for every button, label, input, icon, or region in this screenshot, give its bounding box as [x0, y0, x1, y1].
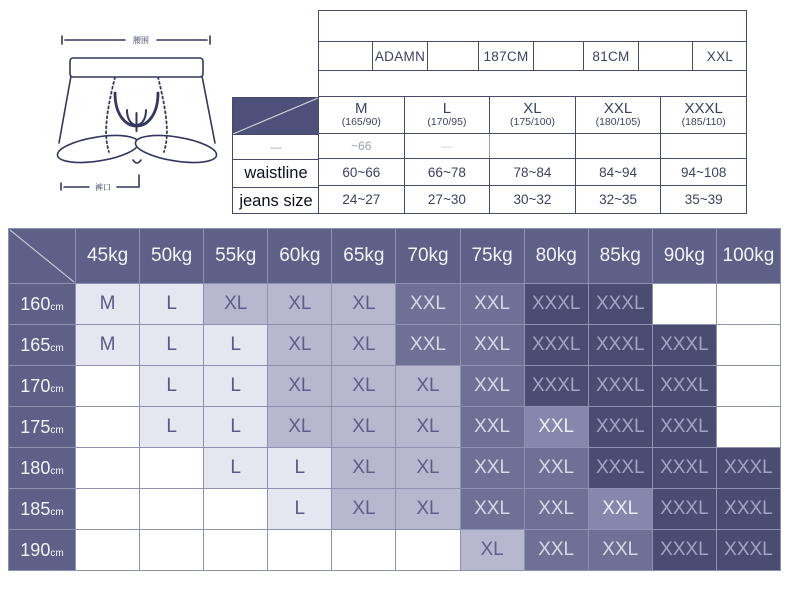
size-cell: XXXL [525, 325, 588, 365]
size-header-cell [319, 97, 405, 133]
size-header-row [319, 97, 746, 134]
spec-cell [639, 42, 693, 70]
spec-cell [428, 42, 479, 70]
size-cell [76, 448, 139, 488]
waistline-value-cell: 84~94 [576, 159, 662, 185]
waistline-value-cell: 66~78 [405, 159, 491, 185]
spec-cell [534, 42, 584, 70]
size-cell: XXL [396, 284, 459, 324]
size-cell: XL [332, 325, 395, 365]
ghost-cell [490, 134, 576, 158]
weight-header-cell: 70kg [396, 229, 459, 283]
height-header-cell [9, 325, 75, 365]
height-value: 180 [20, 457, 51, 478]
jeans-values-row [319, 186, 746, 213]
size-cell: L [268, 448, 331, 488]
weight-header-cell: 85kg [589, 229, 652, 283]
size-cell: XL [396, 366, 459, 406]
weight-header-cell: 100kg [717, 229, 780, 283]
matrix-corner-cell [9, 229, 75, 283]
size-cell [76, 530, 139, 570]
weight-header-cell: 50kg [140, 229, 203, 283]
spec-table-blank-row-2 [319, 71, 746, 97]
height-header-cell [9, 366, 75, 406]
size-cell [717, 407, 780, 447]
size-cell: XL [332, 489, 395, 529]
jeans-value-cell: 32~35 [576, 186, 662, 213]
ghost-dash: — [233, 135, 319, 160]
size-cell: XXL [525, 489, 588, 529]
size-header-cell [490, 97, 576, 133]
size-cell: L [204, 448, 267, 488]
size-cell: L [204, 325, 267, 365]
spec-cell [319, 42, 373, 70]
height-value: 170 [20, 375, 51, 396]
diagonal-corner-cell [233, 98, 319, 135]
jeans-value-cell: 24~27 [319, 186, 405, 213]
boxer-diagram [45, 15, 245, 205]
waistline-value-cell: 60~66 [319, 159, 405, 185]
size-cell: XXXL [653, 530, 716, 570]
weight-header-cell: 45kg [76, 229, 139, 283]
ghost-row [319, 134, 746, 159]
size-cell: XXXL [653, 407, 716, 447]
size-cell: XXL [525, 407, 588, 447]
size-header-cell [405, 97, 491, 133]
size-header-cell [576, 97, 662, 133]
size-cell: XL [332, 284, 395, 324]
waistline-values-row [319, 159, 746, 186]
size-spec: (165/90) [341, 116, 381, 129]
size-cell: XL [332, 366, 395, 406]
size-cell: L [204, 366, 267, 406]
size-cell [332, 530, 395, 570]
ghost-cell [576, 134, 662, 158]
jeans-value-cell: 35~39 [684, 192, 723, 207]
spec-cell: ADAMN [373, 42, 428, 70]
size-code: M [355, 100, 368, 118]
size-cell: XXL [461, 407, 524, 447]
height-header-cell [9, 489, 75, 529]
size-cell: XXL [461, 325, 524, 365]
size-cell: L [268, 489, 331, 529]
size-cell: XXXL [525, 284, 588, 324]
spec-table-blank-row [319, 11, 746, 42]
height-header-cell [9, 407, 75, 447]
jeans-value-cell: 30~32 [490, 186, 576, 213]
size-cell [653, 284, 716, 324]
size-cell: XXXL [589, 448, 652, 488]
size-cell: XXL [589, 489, 652, 529]
size-cell: L [140, 325, 203, 365]
size-cell [717, 325, 780, 365]
size-spec: (185/110) [681, 116, 726, 129]
height-value: 165 [20, 334, 51, 355]
weight-header-cell: 80kg [525, 229, 588, 283]
size-cell: XXXL [589, 284, 652, 324]
size-cell: XXXL [717, 489, 780, 529]
spec-row [319, 42, 746, 71]
size-cell: L [204, 407, 267, 447]
height-unit: cm [50, 506, 64, 518]
ghost-cell: — [405, 134, 491, 158]
height-unit: cm [50, 465, 64, 477]
ghost-cell [661, 134, 746, 158]
size-cell: M [76, 325, 139, 365]
height-value: 190 [20, 539, 51, 560]
size-code: L [442, 100, 452, 118]
size-cell: XXXL [653, 448, 716, 488]
weight-header-cell: 55kg [204, 229, 267, 283]
size-spec: (170/95) [427, 116, 467, 129]
size-cell: XXL [525, 448, 588, 488]
size-code: XL [523, 100, 542, 118]
size-cell [396, 530, 459, 570]
height-unit: cm [50, 424, 64, 436]
waistline-value-cell: 78~84 [490, 159, 576, 185]
weight-header-cell: 90kg [653, 229, 716, 283]
size-cell: XXL [461, 448, 524, 488]
height-value: 160 [20, 293, 51, 314]
size-cell: XXL [461, 284, 524, 324]
hem-measure-label: 裤口 [95, 183, 111, 192]
size-cell [76, 366, 139, 406]
size-cell: XXL [461, 366, 524, 406]
size-cell: XL [396, 489, 459, 529]
size-matrix-table [8, 228, 781, 571]
size-code: XXL [603, 100, 633, 118]
size-cell [268, 530, 331, 570]
height-unit: cm [50, 547, 64, 559]
size-cell: XXXL [653, 489, 716, 529]
size-spec: (175/100) [510, 116, 555, 129]
size-cell: XL [268, 325, 331, 365]
height-header-cell [9, 284, 75, 324]
size-cell [76, 489, 139, 529]
size-cell: XL [268, 284, 331, 324]
size-cell: XXXL [589, 325, 652, 365]
size-cell: XL [396, 407, 459, 447]
spec-cell: 81CM [584, 42, 639, 70]
size-cell: XL [461, 530, 524, 570]
size-cell [140, 489, 203, 529]
spec-table [318, 10, 747, 214]
height-unit: cm [50, 301, 64, 313]
spec-cell: 187CM [479, 42, 534, 70]
size-header-cell [661, 97, 746, 133]
size-cell: XXL [396, 325, 459, 365]
size-cell: XXXL [653, 325, 716, 365]
size-cell: XL [268, 407, 331, 447]
size-cell: XXXL [589, 407, 652, 447]
size-cell [717, 284, 780, 324]
size-cell: L [140, 407, 203, 447]
size-cell: XL [396, 448, 459, 488]
spec-cell: XXL [706, 48, 734, 64]
jeans-size-label: jeans size [239, 191, 313, 210]
weight-header-cell: 75kg [461, 229, 524, 283]
size-cell: XL [332, 407, 395, 447]
height-header-cell [9, 530, 75, 570]
height-header-cell [9, 448, 75, 488]
size-cell: XXXL [525, 366, 588, 406]
size-cell: XL [332, 448, 395, 488]
size-cell: XL [204, 284, 267, 324]
size-cell [204, 530, 267, 570]
size-cell: XXXL [653, 366, 716, 406]
size-cell [140, 448, 203, 488]
size-cell: XXXL [717, 448, 780, 488]
size-cell: XXL [461, 489, 524, 529]
waist-measure-label: 腰围 [133, 36, 149, 45]
height-unit: cm [50, 342, 64, 354]
size-cell: XXXL [589, 366, 652, 406]
height-unit: cm [50, 383, 64, 395]
weight-header-cell: 65kg [332, 229, 395, 283]
size-cell: L [140, 284, 203, 324]
height-value: 175 [20, 416, 51, 437]
size-cell: M [76, 284, 139, 324]
size-cell: XXXL [717, 530, 780, 570]
waistline-value-cell: 94~108 [680, 164, 727, 180]
jeans-value-cell: 27~30 [405, 186, 491, 213]
size-cell: XL [268, 366, 331, 406]
weight-header-cell: 60kg [268, 229, 331, 283]
measure-label-column [232, 97, 319, 214]
size-cell [717, 366, 780, 406]
size-cell: XXL [525, 530, 588, 570]
size-cell [140, 530, 203, 570]
size-cell: L [140, 366, 203, 406]
size-code: XXXL [684, 100, 723, 118]
size-cell [76, 407, 139, 447]
size-spec: (180/105) [595, 116, 641, 129]
height-value: 185 [20, 498, 51, 519]
size-cell [204, 489, 267, 529]
size-cell: XXL [589, 530, 652, 570]
waistline-label: waistline [233, 160, 319, 188]
ghost-cell: ~66 [319, 134, 405, 158]
